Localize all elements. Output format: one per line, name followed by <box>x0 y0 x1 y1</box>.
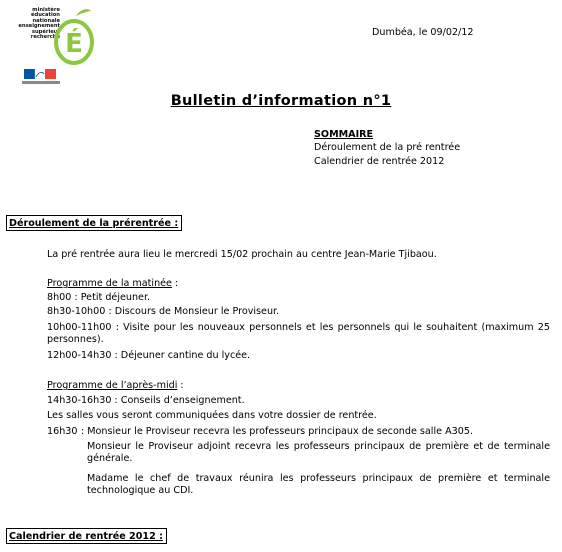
section-heading-calendrier: Calendrier de rentrée 2012 : <box>6 528 167 544</box>
morning-item <box>47 292 150 304</box>
afternoon-time: 16h30 <box>47 426 78 437</box>
morning-item-time: 8h30-10h00 <box>47 306 106 317</box>
ministry-logo <box>0 4 92 90</box>
morning-heading <box>47 278 178 290</box>
morning-item-time: 8h00 <box>47 292 72 303</box>
morning-item-time: 10h00-11h00 <box>47 322 112 333</box>
afternoon-item: Monsieur le Proviseur adjoint recevra les professeurs principaux de première et de terminale générale. <box>87 441 550 464</box>
french-flag-icon <box>24 69 56 79</box>
logo-line: ministère <box>32 7 60 13</box>
morning-item <box>47 306 279 318</box>
morning-item <box>47 350 250 362</box>
morning-item-text: : Visite pour les nouveaux personnels et les personnels qui le souhaitent (maximum 25 personnes). <box>47 322 550 345</box>
afternoon-item: Madame le chef de travaux réunira les professeurs principaux de première et terminale technologique au CDI. <box>87 473 550 496</box>
logo-line: éducation <box>30 12 60 19</box>
morning-item-text: : Petit déjeuner. <box>71 292 151 303</box>
afternoon-item: : Monsieur le Proviseur recevra les professeurs principaux de seconde salle A305. <box>81 426 474 437</box>
afternoon-heading-label: Programme de l’après-midi <box>47 380 178 391</box>
sommaire-item: Déroulement de la pré rentrée <box>314 142 461 153</box>
logo-line: supérieur <box>31 28 60 35</box>
logo-line: nationale <box>32 17 60 24</box>
logo-line: enseignement <box>18 23 60 30</box>
flag-caption-bar <box>22 81 60 84</box>
document-date: Dumbéa, le 09/02/12 <box>372 27 474 38</box>
afternoon-heading-suffix: : <box>177 380 184 391</box>
logo-line: recherche <box>30 34 60 41</box>
afternoon-line: Les salles vous seront communiquées dans votre dossier de rentrée. <box>47 410 377 421</box>
afternoon-line: 14h30-16h30 : Conseils d’enseignement. <box>47 395 245 406</box>
morning-item <box>47 322 550 346</box>
sommaire-heading: SOMMAIRE <box>314 129 374 140</box>
apple-e-logo-icon <box>54 6 94 68</box>
section-heading-prerentree: Déroulement de la prérentrée : <box>6 215 182 231</box>
afternoon-heading <box>47 380 184 392</box>
morning-item-text: : Discours de Monsieur le Proviseur. <box>105 306 280 317</box>
logo-text <box>4 8 60 40</box>
morning-item-time: 12h00-14h30 <box>47 350 112 361</box>
morning-heading-suffix: : <box>171 278 179 289</box>
document-title: Bulletin d’information n°1 <box>170 93 392 109</box>
logo-letter: É <box>65 29 83 59</box>
sommaire-item: Calendrier de rentrée 2012 <box>314 156 445 167</box>
morning-item-text: : Déjeuner cantine du lycée. <box>111 350 251 361</box>
morning-heading-label: Programme de la matinée <box>47 278 172 289</box>
prerentree-intro: La pré rentrée aura lieu le mercredi 15/02 prochain au centre Jean-Marie Tjibaou. <box>47 249 437 260</box>
